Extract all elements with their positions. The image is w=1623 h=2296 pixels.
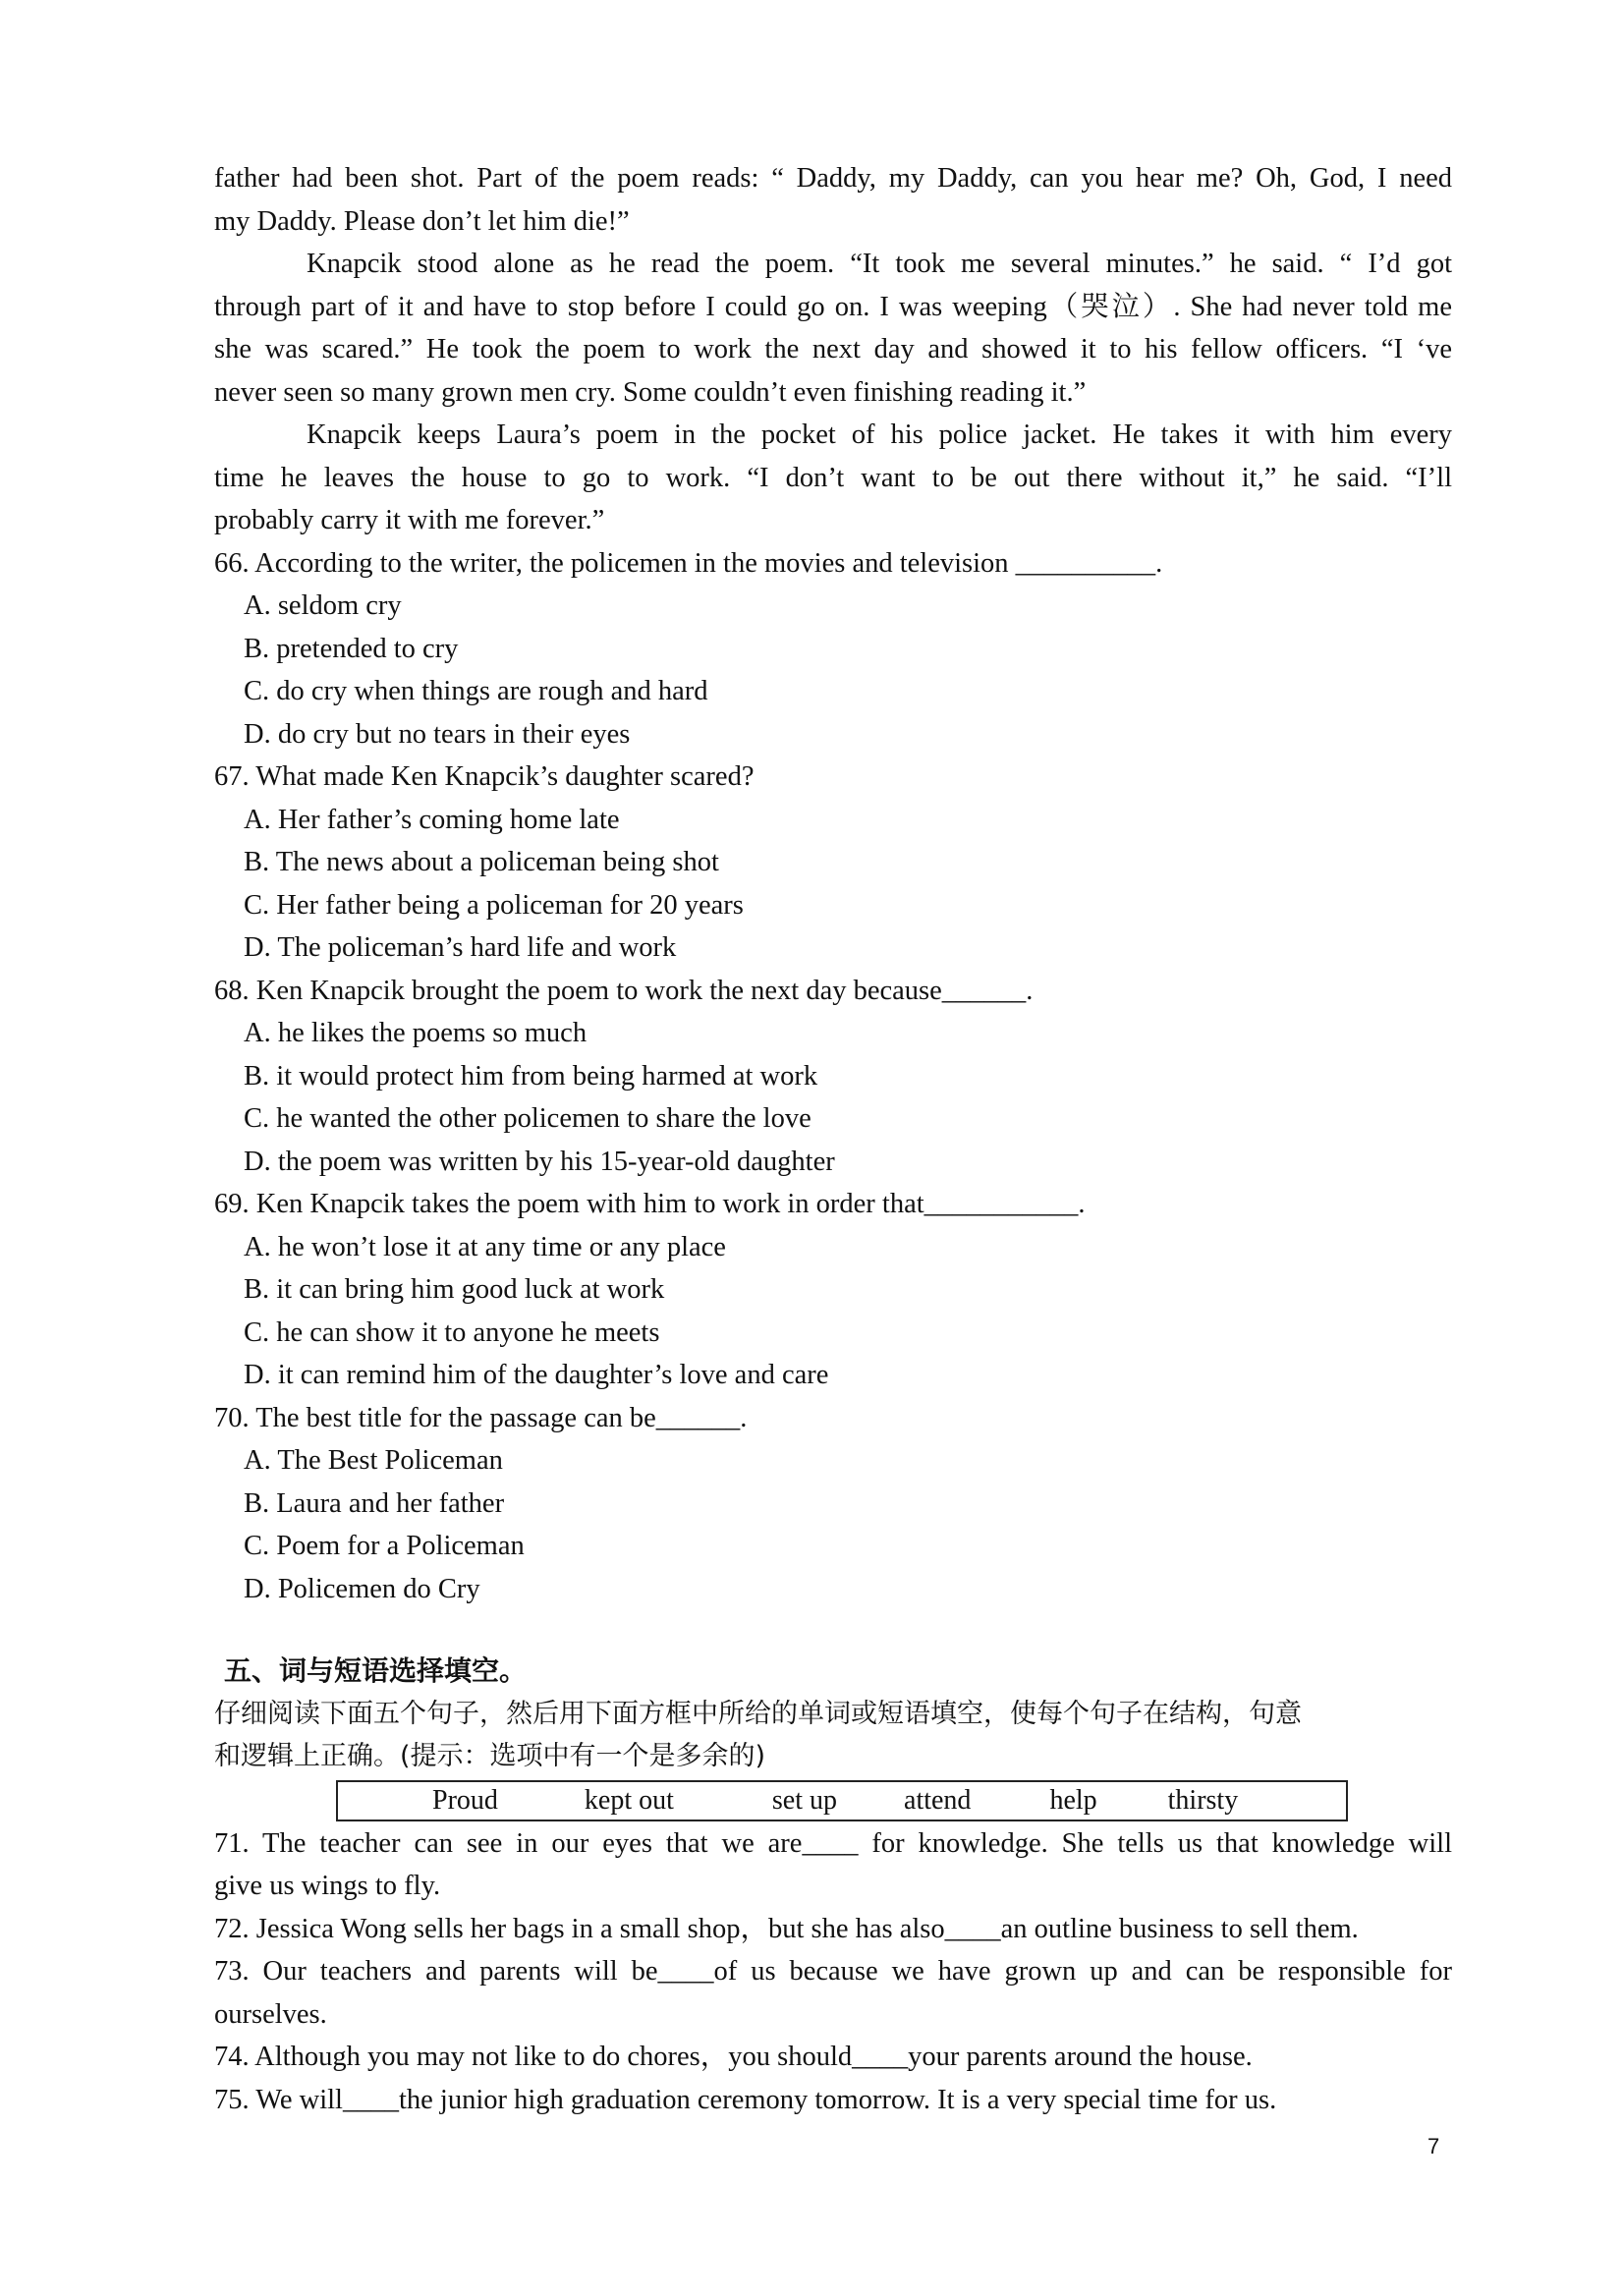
passage-line: probably carry it with me forever.” xyxy=(214,505,605,535)
page-number: 7 xyxy=(1427,2134,1440,2158)
passage-line: Knapcik stood alone as he read the poem. “It took me several minutes.” he said. “ I’d got xyxy=(307,249,1452,279)
passage-line: father had been shot. Part of the poem reads: “ Daddy, my Daddy, can you hear me? Oh, God, I need xyxy=(214,163,1452,194)
answer-option: C. do cry when things are rough and hard xyxy=(244,676,708,706)
fill-sentence-line: 75. We will____the junior high graduation ceremony tomorrow. It is a very special time for us. xyxy=(214,2084,1277,2115)
document-page xyxy=(214,157,1452,2121)
answer-option: C. Her father being a policeman for 20 years xyxy=(244,889,744,921)
answer-option: A. he won’t lose it at any time or any place xyxy=(244,1231,726,1262)
question-stem: 70. The best title for the passage can be______. xyxy=(214,1402,748,1433)
answer-option: D. the poem was written by his 15-year-old daughter xyxy=(244,1146,835,1177)
passage-line: through part of it and have to stop before I could go on. I was weeping（哭泣）. She had never told me xyxy=(214,291,1452,322)
question-block xyxy=(214,1183,1452,1397)
passage-line: my Daddy. Please don’t let him die!” xyxy=(214,205,630,237)
passage-line: time he leaves the house to go to work. “I don’t want to be out there without it,” he said. “I’ll xyxy=(214,462,1452,493)
word-choice: help xyxy=(1049,1784,1097,1816)
word-choice: attend xyxy=(904,1784,972,1816)
answer-option: A. he likes the poems so much xyxy=(244,1018,588,1048)
answer-option: D. The policeman’s hard life and work xyxy=(244,932,677,963)
section-instruction-line-1: 仔细阅读下面五个句子，然后用下面方框中所给的单词或短语填空，使每个句子在结构，句意 xyxy=(214,1698,1302,1729)
fill-in-sentences xyxy=(214,1822,1452,2122)
word-choice: kept out xyxy=(584,1784,674,1816)
question-block xyxy=(214,970,1452,1184)
answer-option: B. pretended to cry xyxy=(244,633,459,664)
question-block xyxy=(214,542,1452,756)
answer-option: C. Poem for a Policeman xyxy=(244,1531,525,1561)
section-gap xyxy=(214,1610,1452,1650)
answer-option: C. he can show it to anyone he meets xyxy=(244,1316,660,1348)
answer-option: A. seldom cry xyxy=(244,590,402,621)
question-list xyxy=(214,542,1452,1611)
fill-sentence-line: 72. Jessica Wong sells her bags in a small shop，but she has also____an outline business to sell them. xyxy=(214,1913,1359,1944)
question-stem: 67. What made Ken Knapcik’s daughter scared? xyxy=(214,761,755,792)
answer-option: D. do cry but no tears in their eyes xyxy=(244,718,631,750)
answer-option: A. Her father’s coming home late xyxy=(244,804,620,835)
answer-option: B. The news about a policeman being shot xyxy=(244,847,719,877)
question-stem: 66. According to the writer, the policemen in the movies and television __________. xyxy=(214,547,1163,579)
question-block xyxy=(214,1397,1452,1611)
fill-sentence-line: 73. Our teachers and parents will be____of us because we have grown up and can be responsible for xyxy=(214,1956,1452,1987)
fill-sentence-line: ourselves. xyxy=(214,1998,327,2030)
section-heading: 五、词与短语选择填空。 xyxy=(224,1654,528,1687)
reading-passage xyxy=(214,157,1452,542)
word-choice: Proud xyxy=(432,1784,498,1816)
answer-option: C. he wanted the other policemen to share the love xyxy=(244,1103,812,1134)
passage-line: never seen so many grown men cry. Some couldn’t even finishing reading it.” xyxy=(214,376,1087,408)
question-block xyxy=(214,756,1452,970)
answer-option: A. The Best Policeman xyxy=(244,1445,503,1476)
word-choice: set up xyxy=(771,1784,838,1816)
answer-option: B. it can bring him good luck at work xyxy=(244,1274,665,1305)
answer-option: B. it would protect him from being harmed at work xyxy=(244,1060,818,1092)
passage-line: Knapcik keeps Laura’s poem in the pocket of his police jacket. He takes it with him every xyxy=(307,420,1452,450)
fill-sentence-line: give us wings to fly. xyxy=(214,1871,441,1901)
answer-option: D. it can remind him of the daughter’s love and care xyxy=(244,1360,829,1390)
section-instruction-line-2: 和逻辑上正确。(提示：选项中有一个是多余的) xyxy=(214,1741,766,1771)
word-choice-box xyxy=(336,1780,1348,1821)
answer-option: D. Policemen do Cry xyxy=(244,1573,480,1604)
passage-line: she was scared.” He took the poem to work the next day and showed it to his fellow officers. “I ‘ve xyxy=(214,334,1452,364)
question-stem: 68. Ken Knapcik brought the poem to work the next day because______. xyxy=(214,975,1034,1006)
fill-sentence-line: 74. Although you may not like to do chores，you should____your parents around the house. xyxy=(214,2042,1253,2072)
word-choice: thirsty xyxy=(1167,1784,1239,1816)
fill-sentence-line: 71. The teacher can see in our eyes that we are____ for knowledge. She tells us that knowledge will xyxy=(214,1827,1452,1859)
answer-option: B. Laura and her father xyxy=(244,1487,505,1519)
question-stem: 69. Ken Knapcik takes the poem with him to work in order that___________. xyxy=(214,1189,1086,1219)
